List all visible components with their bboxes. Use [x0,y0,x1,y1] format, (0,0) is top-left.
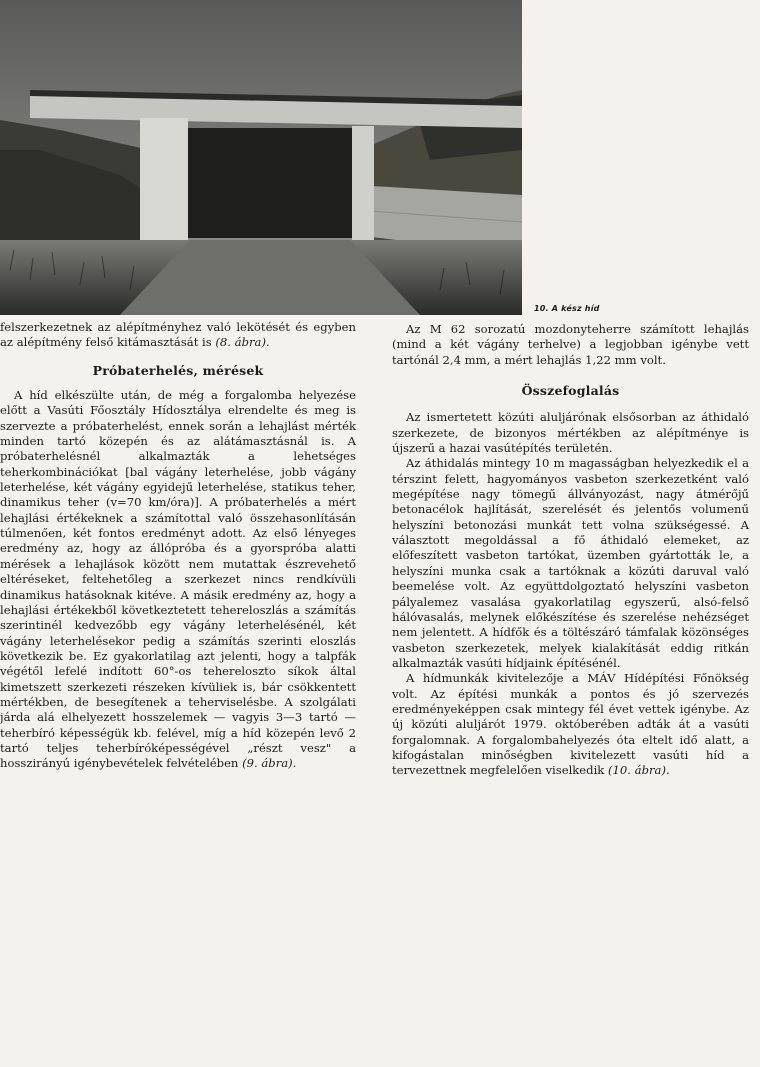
right-paragraph-1: Az ismertetett közúti aluljárónak elsősorban az áthidaló szerkezete, de bizonyos mértékben az alépítménye is újszerű a hazai vasútépítés területén. [392,410,749,456]
left-paragraph-0 [0,320,356,351]
section-heading-probaterheles: Próbaterhelés, mérések [92,362,264,378]
right-paragraph-0: Az M 62 sorozatú mozdonyteherre számított lehajlás (mind a két vágány terhelve) a legjobban igénybe vett tartónál 2,4 mm, a mért lehajlás 1,22 mm volt. [392,322,749,367]
figure-caption-label: 10. A kész híd [534,304,600,313]
right-paragraph-3 [392,671,749,778]
figure-caption [534,304,600,313]
bridge-photo [0,0,522,315]
right-column [392,322,749,779]
left-column [0,320,356,772]
right-paragraph-2: Az áthidalás mintegy 10 m magasságban helyezkedik el a térszint felett, hagyományos vasbeton szerkezetként való megépítése nagy tömegű állványozást, nagy átmérőjű betonacélok hajlítását, szerelését és jelentős volumenű helyszíni betonozási munkát tett volna szükségessé. A választott megoldással a fő áthidaló elemeket, az előfeszített vasbeton tartókat, üzemben gyártották le, a helyszíni munka csak a tartóknak a közúti daruval való beemelése volt. Az együttdolgoztató helyszíni vasbeton pályalemez vasalása gyakorlatilag egyszerű, alsó-felső hálóvasalás, melynek előkészítése és szerelése nehézséget nem jelentett. A hídfők és a töltészáró támfalak közönséges vasbeton szerkezetek, melyek kialakítását eddig ritkán alkalmazták vasúti hídjaink építésénél. [392,456,749,670]
section-heading-osszefoglalas: Összefoglalás [521,383,620,399]
figure-ref-8: (8. ábra). [215,335,270,350]
right-paragraph-3-text: A hídmunkák kivitelezője a MÁV Hídépítési Főnökség volt. Az építési munkák a pontos és jó szervezés eredményeképpen csak mintegy fél évet vettek igénybe. Az új közúti aluljárót 1979. októberében adták át a vasúti forgalomnak. A forgalombahelyezés óta eltelt idő alatt, a kifogástalan minőségben kivitelezett vasúti híd a tervezettnek megfelelően viselkedik [392,671,749,778]
figure-ref-9: (9. ábra). [242,756,297,771]
left-paragraph-1-text: A híd elkészülte után, de még a forgalomba helyezése előtt a Vasúti Főosztály Hídosztálya elrendelte és meg is szervezte a próbaterhelést, ennek során a lehajlást mérték minden tartó közepén és az alátámasztásnál is. A próbaterhelésnél alkalmazták a lehetséges teherkombinációkat [bal vágány leterhelése, jobb vágány leterhelése, két vágány egyidejű leterhelése, statikus teher, dinamikus teher (v=70 km/óra)]. A próbaterhelés a mért lehajlási értékeknek a számítottal való összehasonlításán túlmenően, két fontos eredményt adott. Az első lényeges eredmény az, hogy az állópróba és a gyorspróba alatti mérések a lehajlások között nem mutattak észrevehető eltéréseket, feltehetőleg a szerkezet nincs rendkívüli dinamikus hatásoknak kitéve. A másik eredmény az, hogy a lehajlási értékekből következtetett tehereloszlás a számítás szerintinél kedvezőbb egy vágány leterhelésénél, két vágány leterhelésekor pedig a számítás szerinti eloszlás következik be. Ez gyakorlatilag azt jelenti, hogy a talpfák végétől lefelé indított 60°-os tehereloszto síkok által kimetszett szerkezeti részeken kívüliek is, bár csökkentett mértékben, de besegítenek a teherviselésbe. A szolgálati járda alá elhelyezett hosszelemek — vagyis 3—3 tartó — teherbíró képességük kb. felével, míg a híd közepén levő 2 tartó teljes teherbíróképességével „részt vesz" a hosszirányú igénybevételek felvételében [0,388,356,771]
figure-ref-10: (10. ábra). [608,763,670,778]
left-paragraph-1 [0,388,356,772]
left-paragraph-0-text: felszerkezetnek az alépítményhez való lekötését és egyben az alépítmény felső kitámasztását is [0,320,356,350]
bridge-underpass-photo [0,0,522,315]
